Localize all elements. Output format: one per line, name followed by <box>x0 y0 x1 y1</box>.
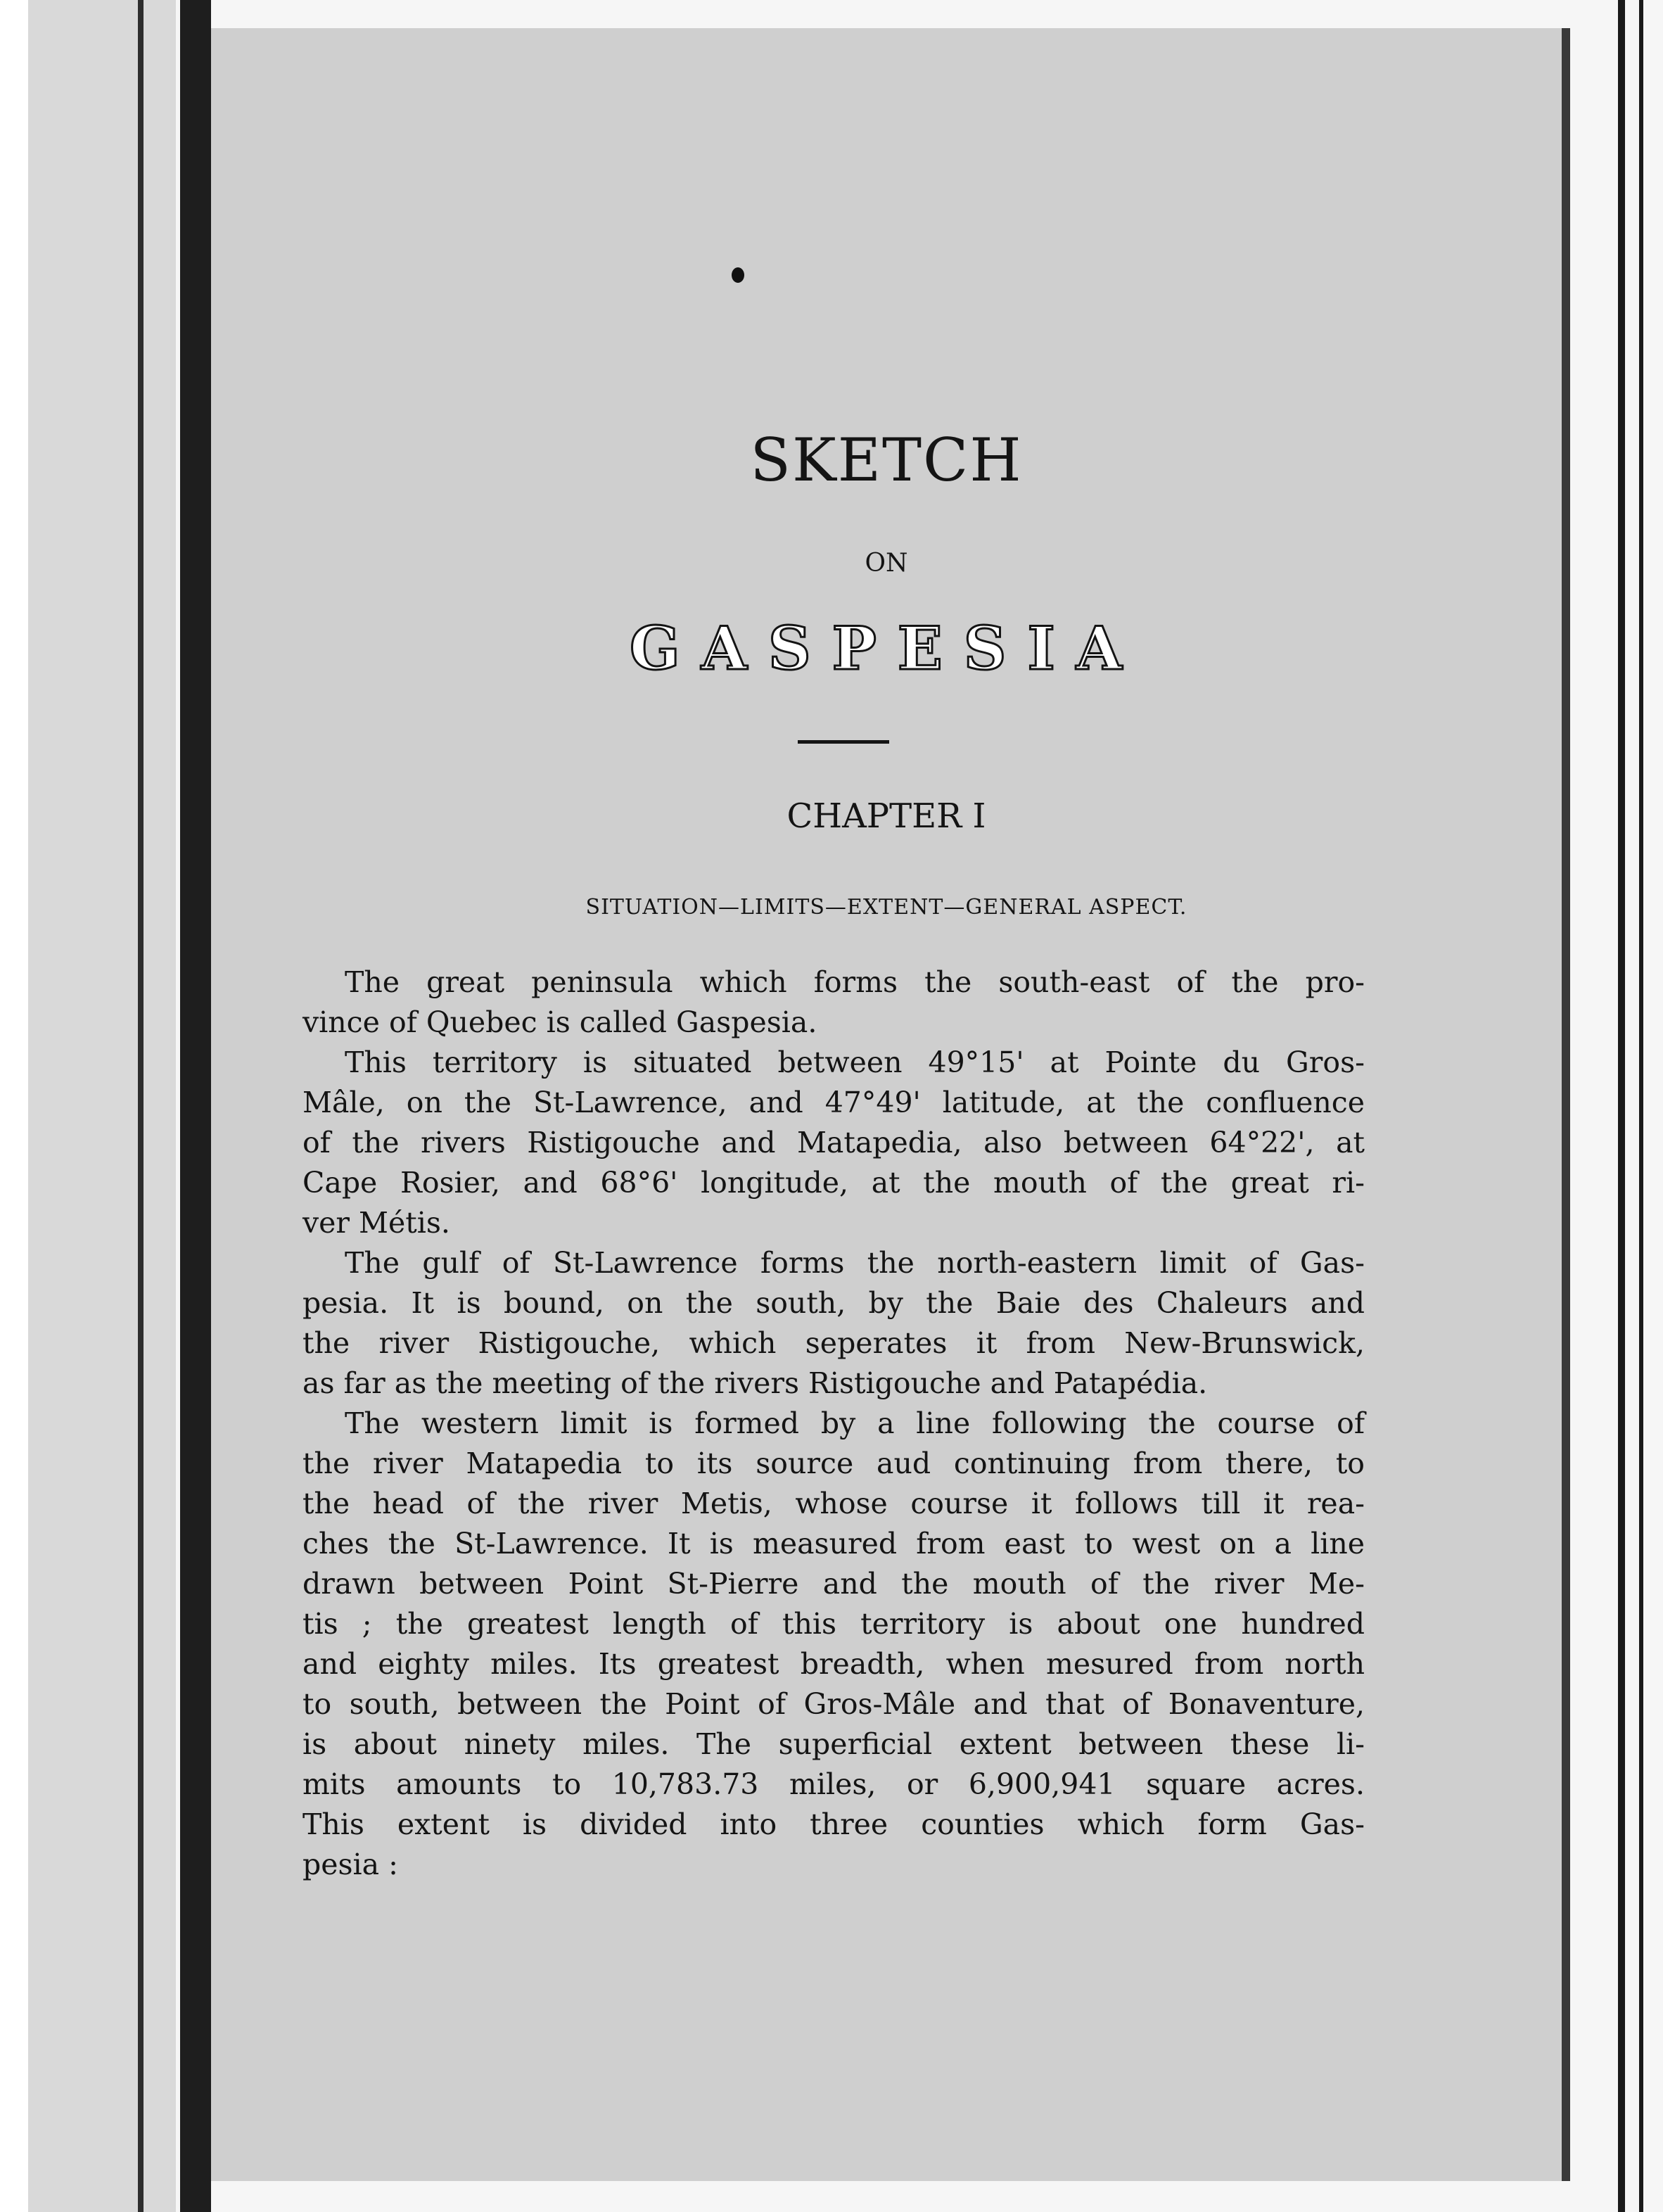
text-line: This territory is situated between 49°15' at Pointe du Gros- <box>345 1045 1365 1079</box>
scan-right-border <box>1618 0 1625 2212</box>
text-line: is about ninety miles. The superficial extent between these li- <box>302 1727 1365 1761</box>
text-line: tis ; the greatest length of this territory is about one hundred <box>302 1607 1365 1641</box>
previous-page-border <box>138 0 144 2212</box>
text-line: as far as the meeting of the rivers Ristigouche and Patapédia. <box>302 1366 1208 1400</box>
text-line: vince of Quebec is called Gaspesia. <box>302 1005 817 1039</box>
chapter-subtitle: SITUATION—LIMITS—EXTENT—GENERAL ASPECT. <box>585 895 1187 920</box>
ink-dot <box>732 267 744 283</box>
title-subject: GASPESIA <box>630 614 1143 683</box>
text-line: ver Métis. <box>302 1206 450 1240</box>
text-line: the river Matapedia to its source aud continuing from there, to <box>302 1447 1365 1480</box>
text-line: the head of the river Metis, whose course it follows till it rea- <box>302 1487 1365 1520</box>
text-line: The western limit is formed by a line following the course of <box>345 1406 1365 1440</box>
text-line: Mâle, on the St-Lawrence, and 47°49' latitude, at the confluence <box>302 1086 1365 1119</box>
body-text <box>302 962 1365 1885</box>
text-line: The gulf of St-Lawrence forms the north-eastern limit of Gas- <box>345 1246 1365 1280</box>
text-line: and eighty miles. Its greatest breadth, when mesured from north <box>302 1647 1365 1681</box>
text-line: to south, between the Point of Gros-Mâle and that of Bonaventure, <box>302 1687 1365 1721</box>
text-line: ches the St-Lawrence. It is measured from east to west on a line <box>302 1527 1365 1561</box>
chapter-title: CHAPTER I <box>786 796 986 836</box>
previous-page-edge <box>28 0 176 2212</box>
text-line: drawn between Point St-Pierre and the mouth of the river Me- <box>302 1567 1365 1601</box>
page-title: SKETCH <box>750 426 1023 495</box>
text-line: mits amounts to 10,783.73 miles, or 6,900,941 square acres. <box>302 1767 1365 1801</box>
text-line: the river Ristigouche, which seperates it from New-Brunswick, <box>302 1326 1365 1360</box>
scan-left-margin <box>0 0 28 2212</box>
title-connector: ON <box>865 549 908 578</box>
text-line: of the rivers Ristigouche and Matapedia, also between 64°22', at <box>302 1126 1365 1159</box>
text-line: The great peninsula which forms the south-east of the pro- <box>345 965 1365 999</box>
text-line: pesia : <box>302 1848 398 1881</box>
text-line: This extent is divided into three counties which form Gas- <box>302 1807 1365 1841</box>
page-right-border <box>1562 28 1570 2181</box>
text-line: Cape Rosier, and 68°6' longitude, at the mouth of the great ri- <box>302 1166 1365 1200</box>
scan-right-border-2 <box>1639 0 1643 2212</box>
text-line: pesia. It is bound, on the south, by the Baie des Chaleurs and <box>302 1286 1365 1320</box>
title-rule <box>798 740 889 744</box>
book-gutter <box>180 0 211 2212</box>
